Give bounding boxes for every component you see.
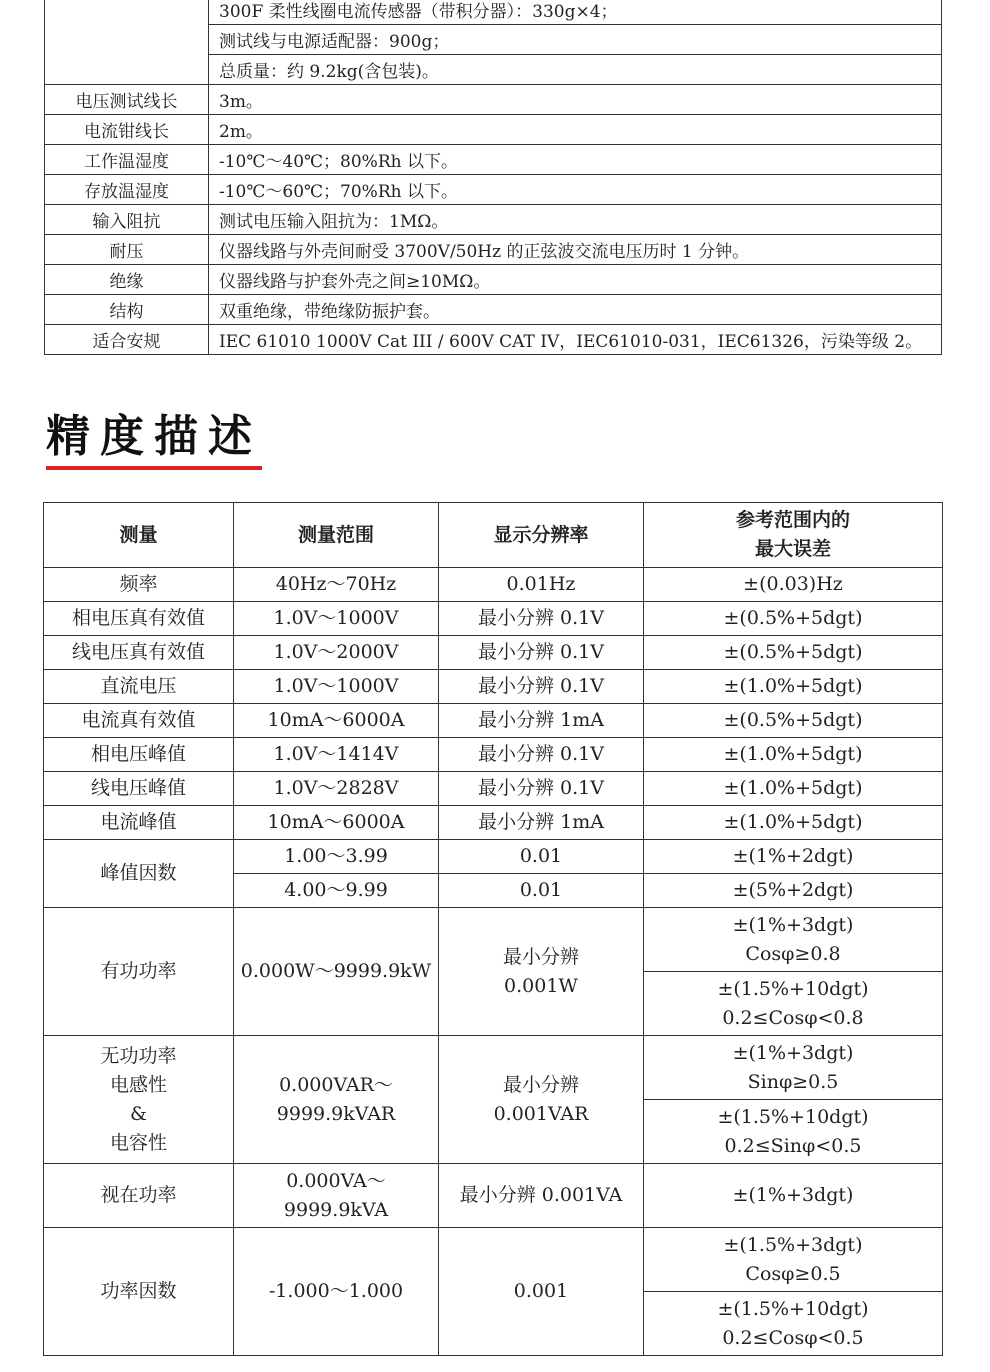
cell: ±(1.5%+10dgt) 0.2≤Cosφ<0.8 — [644, 972, 943, 1036]
table-row — [44, 738, 943, 772]
cell: ±(5%+2dgt) — [644, 874, 943, 908]
header-measurement: 测量 — [44, 503, 234, 568]
spec-key: 输入阻抗 — [45, 205, 209, 235]
cell: 0.000VA～ 9999.9kVA — [234, 1164, 439, 1228]
spec-value: 仪器线路与护套外壳之间≥10MΩ。 — [209, 265, 942, 295]
cell: 1.0V～2828V — [234, 772, 439, 806]
cell: ±(1.0%+5dgt) — [644, 738, 943, 772]
spec-value: 仪器线路与外壳间耐受 3700V/50Hz 的正弦波交流电压历时 1 分钟。 — [209, 235, 942, 265]
header-resolution: 显示分辨率 — [439, 503, 644, 568]
spec-value: -10℃～60℃；70%Rh 以下。 — [209, 175, 942, 205]
cell: 无功功率 电感性 & 电容性 — [44, 1036, 234, 1164]
cell: ±(1%+2dgt) — [644, 840, 943, 874]
spec-value: IEC 61010 1000V Cat III / 600V CAT IV，IEC61010-031，IEC61326，污染等级 2。 — [209, 325, 942, 355]
table-row — [44, 772, 943, 806]
table-row — [44, 806, 943, 840]
cell: ±(1.5%+10dgt) 0.2≤Sinφ<0.5 — [644, 1100, 943, 1164]
cell: 0.000W～9999.9kW — [234, 908, 439, 1036]
spec-key: 电压测试线长 — [45, 85, 209, 115]
cell: ±(1%+3dgt) Cosφ≥0.8 — [644, 908, 943, 972]
cell: 功率因数 — [44, 1228, 234, 1356]
cell: ±(0.5%+5dgt) — [644, 704, 943, 738]
cell: 电流峰值 — [44, 806, 234, 840]
spec-value: -10℃～40℃；80%Rh 以下。 — [209, 145, 942, 175]
cell: 1.0V～2000V — [234, 636, 439, 670]
section-heading: 精度描述 — [46, 400, 262, 470]
spec-value: 300F 柔性线圈电流传感器（带积分器）：330g×4； — [209, 0, 942, 25]
cell: ±(1.5%+3dgt) Cosφ≥0.5 — [644, 1228, 943, 1292]
table-row — [44, 670, 943, 704]
cell: 最小分辨 0.1V — [439, 602, 644, 636]
cell: 电流真有效值 — [44, 704, 234, 738]
cell: ±(0.03)Hz — [644, 568, 943, 602]
cell: 最小分辨 0.1V — [439, 738, 644, 772]
cell: 10mA～6000A — [234, 806, 439, 840]
spec-value: 2m。 — [209, 115, 942, 145]
spec-key: 电流钳线长 — [45, 115, 209, 145]
cell: 1.0V～1414V — [234, 738, 439, 772]
cell: 线电压峰值 — [44, 772, 234, 806]
cell: 1.0V～1000V — [234, 602, 439, 636]
cell: 0.001 — [439, 1228, 644, 1356]
cell: 40Hz～70Hz — [234, 568, 439, 602]
spec-key: 工作温湿度 — [45, 145, 209, 175]
cell: 相电压峰值 — [44, 738, 234, 772]
cell: 线电压真有效值 — [44, 636, 234, 670]
accuracy-table — [43, 502, 943, 1356]
cell: 0.000VAR～ 9999.9kVAR — [234, 1036, 439, 1164]
cell: 视在功率 — [44, 1164, 234, 1228]
spec-table — [44, 0, 942, 355]
spec-value: 测试线与电源适配器：900g； — [209, 25, 942, 55]
cell: 相电压真有效值 — [44, 602, 234, 636]
header-range: 测量范围 — [234, 503, 439, 568]
cell: 最小分辨 0.001W — [439, 908, 644, 1036]
cell: 有功功率 — [44, 908, 234, 1036]
table-row — [44, 602, 943, 636]
cell: 最小分辨 0.1V — [439, 772, 644, 806]
cell: 直流电压 — [44, 670, 234, 704]
spec-key: 绝缘 — [45, 265, 209, 295]
header-max-error: 参考范围内的 最大误差 — [644, 503, 943, 568]
spec-key-empty — [45, 0, 209, 85]
cell: 频率 — [44, 568, 234, 602]
cell: 最小分辨 0.1V — [439, 670, 644, 704]
cell: 最小分辨 1mA — [439, 704, 644, 738]
cell: ±(0.5%+5dgt) — [644, 636, 943, 670]
spec-key: 耐压 — [45, 235, 209, 265]
cell: -1.000～1.000 — [234, 1228, 439, 1356]
cell: 10mA～6000A — [234, 704, 439, 738]
cell: ±(1%+3dgt) Sinφ≥0.5 — [644, 1036, 943, 1100]
spec-value: 双重绝缘，带绝缘防振护套。 — [209, 295, 942, 325]
cell: 0.01Hz — [439, 568, 644, 602]
cell: ±(1.0%+5dgt) — [644, 806, 943, 840]
spec-value: 测试电压输入阻抗为：1MΩ。 — [209, 205, 942, 235]
spec-value: 3m。 — [209, 85, 942, 115]
table-row — [44, 568, 943, 602]
spec-key: 存放温湿度 — [45, 175, 209, 205]
cell: 最小分辨 1mA — [439, 806, 644, 840]
cell: 最小分辨 0.001VA — [439, 1164, 644, 1228]
cell: 最小分辨 0.001VAR — [439, 1036, 644, 1164]
cell: ±(1.0%+5dgt) — [644, 772, 943, 806]
cell: 最小分辨 0.1V — [439, 636, 644, 670]
spec-key: 适合安规 — [45, 325, 209, 355]
cell: 1.00～3.99 — [234, 840, 439, 874]
table-row — [44, 704, 943, 738]
table-row — [44, 636, 943, 670]
crest-name: 峰值因数 — [44, 840, 234, 908]
cell: 1.0V～1000V — [234, 670, 439, 704]
cell: ±(1%+3dgt) — [644, 1164, 943, 1228]
spec-key: 结构 — [45, 295, 209, 325]
cell: ±(0.5%+5dgt) — [644, 602, 943, 636]
cell: ±(1.0%+5dgt) — [644, 670, 943, 704]
cell: 0.01 — [439, 840, 644, 874]
cell: 4.00～9.99 — [234, 874, 439, 908]
spec-value: 总质量：约 9.2kg(含包装)。 — [209, 55, 942, 85]
cell: 0.01 — [439, 874, 644, 908]
cell: ±(1.5%+10dgt) 0.2≤Cosφ<0.5 — [644, 1292, 943, 1356]
